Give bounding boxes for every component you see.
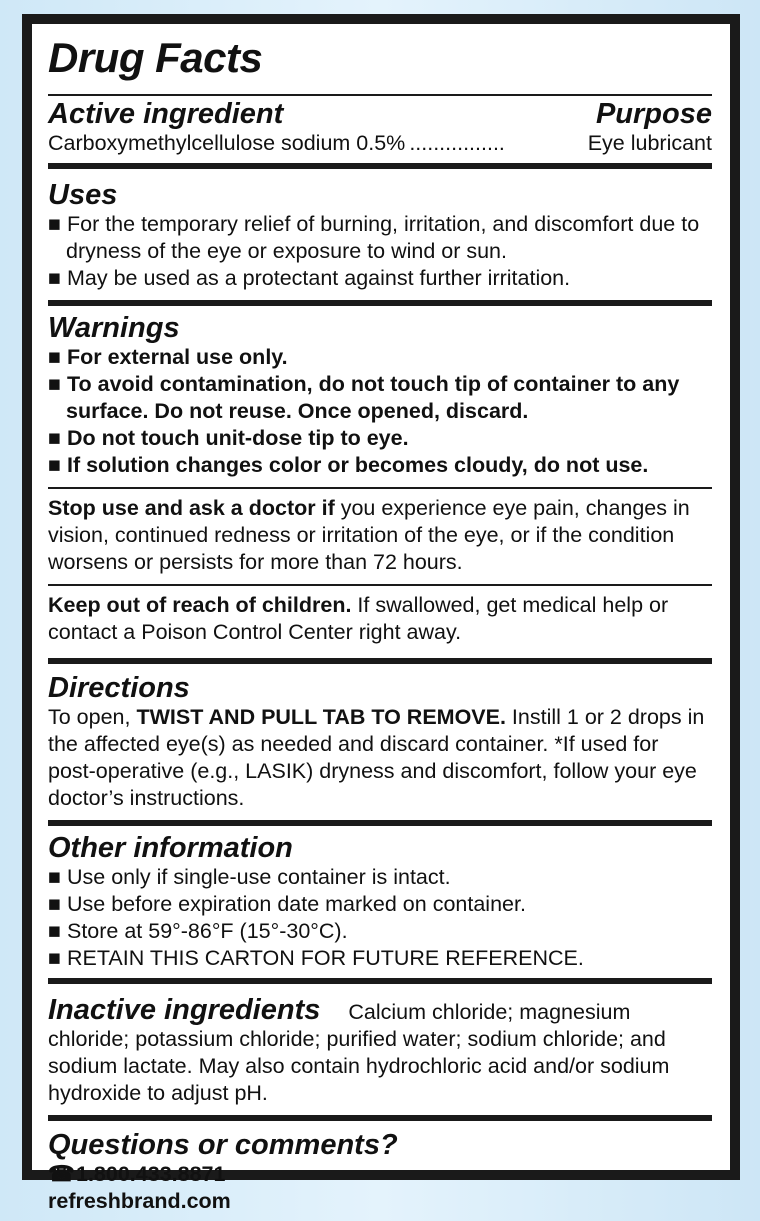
bullet: ■ xyxy=(48,372,61,396)
uses-heading: Uses xyxy=(48,179,118,211)
keep-out-label: Keep out of reach of children. xyxy=(48,593,352,617)
warnings-item: ■ Do not touch unit-dose tip to eye. xyxy=(48,426,409,450)
warnings-section xyxy=(48,306,712,664)
other-info-heading: Other information xyxy=(48,832,293,864)
uses-section xyxy=(48,169,712,306)
phone-number[interactable]: 1.800.433.8871 xyxy=(76,1162,226,1186)
warnings-item: ■ For external use only. xyxy=(48,345,288,369)
bullet: ■ xyxy=(48,426,61,450)
warnings-item: ■ If solution changes color or becomes cloudy, do not use. xyxy=(48,453,649,477)
other-info-item: ■ Use before expiration date marked on container. xyxy=(48,892,526,916)
bullet: ■ xyxy=(48,946,61,970)
other-info-item: ■ Store at 59°-86°F (15°-30°C). xyxy=(48,919,348,943)
bullet: ■ xyxy=(48,919,61,943)
active-ingredient-heading: Active ingredient xyxy=(48,98,284,130)
warnings-item: ■ To avoid contamination, do not touch tip of container to any surface. Do not reuse. Once opened, discard. xyxy=(48,372,680,423)
active-ingredient-section xyxy=(48,24,712,169)
leader-dots: ................ xyxy=(409,131,505,155)
directions-section xyxy=(48,664,712,826)
questions-section xyxy=(48,1121,712,1221)
other-info-section xyxy=(48,826,712,984)
directions-bold: TWIST AND PULL TAB TO REMOVE. xyxy=(136,705,506,729)
phone-icon: ☎ xyxy=(48,1162,75,1186)
stop-use-paragraph: Stop use and ask a doctor if you experience eye pain, changes in vision, continued redness or irritation of the eye, or if the condition worsens or persists for more than 72 hours. xyxy=(48,487,712,584)
other-info-item: ■ RETAIN THIS CARTON FOR FUTURE REFERENCE. xyxy=(48,946,584,970)
bullet: ■ xyxy=(48,266,61,290)
warnings-heading: Warnings xyxy=(48,312,180,344)
other-info-item: ■ Use only if single-use container is intact. xyxy=(48,865,451,889)
inactive-ingredients-heading: Inactive ingredients xyxy=(48,994,321,1026)
bullet: ■ xyxy=(48,453,61,477)
questions-heading: Questions or comments? xyxy=(48,1129,398,1161)
bullet: ■ xyxy=(48,892,61,916)
inactive-ingredients-section xyxy=(48,984,712,1121)
ingredient-name: Carboxymethylcellulose sodium 0.5% xyxy=(48,131,406,155)
directions-heading: Directions xyxy=(48,672,190,704)
uses-item: ■ For the temporary relief of burning, irritation, and discomfort due to dryness of the eye or exposure to wind or sun. xyxy=(48,212,700,263)
uses-item: ■ May be used as a protectant against further irritation. xyxy=(48,266,571,290)
purpose-heading: Purpose xyxy=(595,98,712,130)
bullet: ■ xyxy=(48,865,61,889)
directions-text: To open, TWIST AND PULL TAB TO REMOVE. Instill 1 or 2 drops in the affected eye(s) as needed and discard container. *If used for post-operative (e.g., LASIK) dryness and discomfort, follow your eye doctor’s instructions. xyxy=(48,705,705,810)
inactive-ingredients-text: Inactive ingredients Calcium chloride; magnesium chloride; potassium chloride; purified water; sodium chloride; and sodium lactate. May also contain hydrochloric acid and/or sodium hydroxide to adjust pH. xyxy=(48,994,670,1105)
stop-use-label: Stop use and ask a doctor if xyxy=(48,496,335,520)
website-link[interactable]: refreshbrand.com xyxy=(48,1189,231,1213)
bullet: ■ xyxy=(48,212,61,236)
phone-line xyxy=(48,1161,712,1188)
drug-facts-title: Drug Facts xyxy=(48,34,712,96)
ingredient-purpose: Eye lubricant xyxy=(587,131,712,155)
bullet: ■ xyxy=(48,345,61,369)
active-ingredient-row xyxy=(48,130,712,157)
drug-facts-panel xyxy=(22,14,740,1213)
keep-out-paragraph: Keep out of reach of children. If swallowed, get medical help or contact a Poison Control Center right away. xyxy=(48,584,712,652)
